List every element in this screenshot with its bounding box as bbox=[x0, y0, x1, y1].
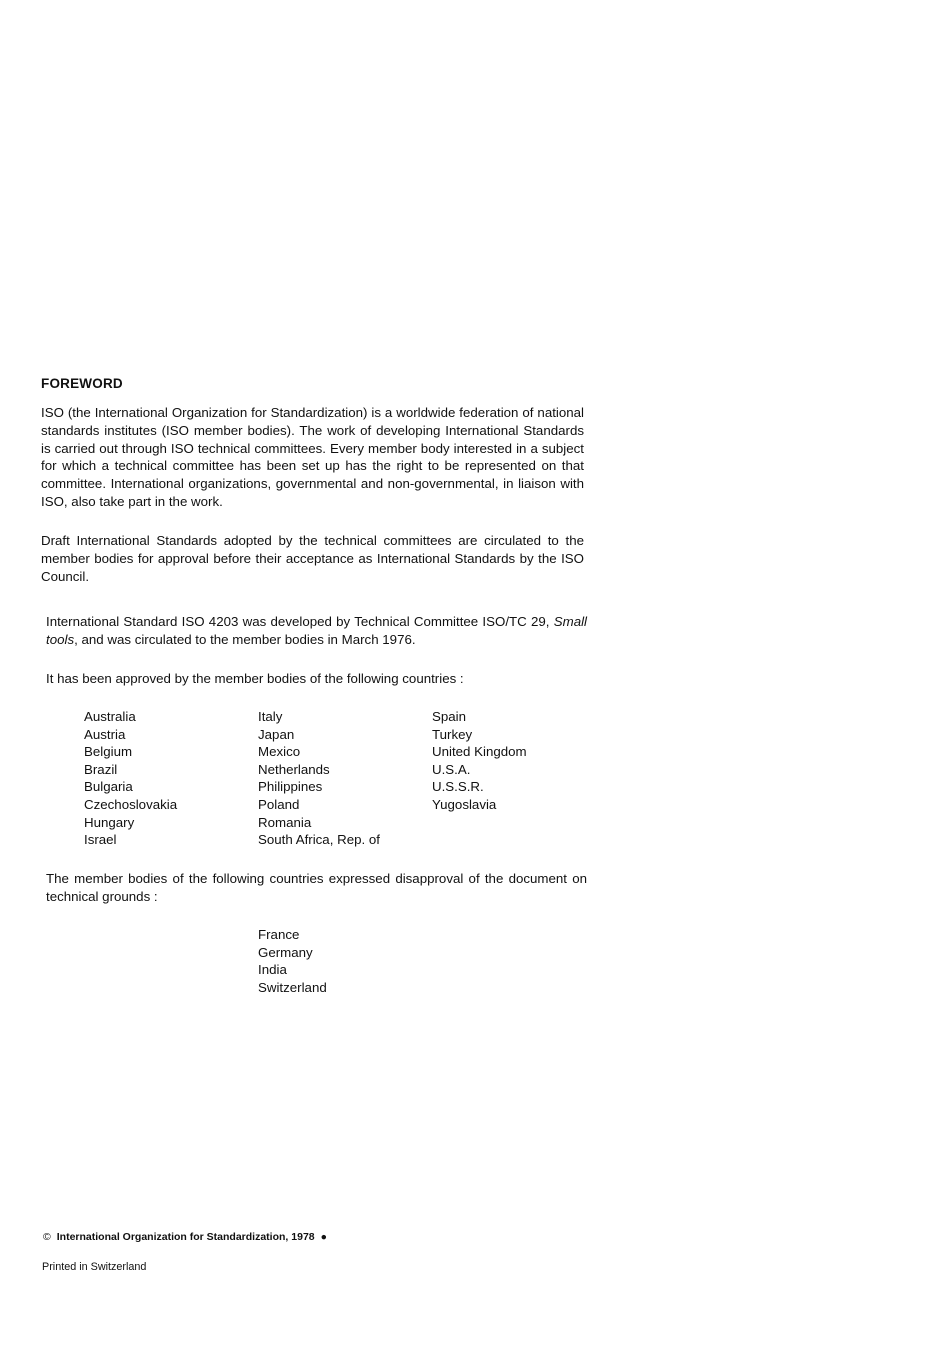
foreword-paragraph-iso: ISO (the International Organization for Standardization) is a worldwide federation of national standards institutes (ISO member bodies). The work of developing International Standards is carried out through ISO technical committees. Every member body interested in a subject for which a technical committee has been set up has the right to be represented on that committee. International organizations, governmental and non-governmental, in liaison with ISO, also take part in the work. bbox=[41, 405, 584, 509]
approved-countries-column-1 bbox=[84, 708, 177, 849]
approved-countries-column-3 bbox=[432, 708, 527, 814]
country-item: Brazil bbox=[84, 761, 118, 777]
copyright-text: International Organization for Standardization, 1978 bbox=[56, 1231, 315, 1243]
country-item: Mexico bbox=[258, 744, 301, 760]
printed-location: Printed in Switzerland bbox=[42, 1261, 147, 1273]
country-item: Bulgaria bbox=[84, 779, 133, 795]
country-item: Japan bbox=[258, 726, 295, 742]
approval-intro: It has been approved by the member bodies of the following countries : bbox=[46, 671, 464, 686]
disapproved-countries bbox=[258, 926, 327, 996]
country-item: Czechoslovakia bbox=[84, 796, 178, 812]
standard-text-before: International Standard ISO 4203 was developed by Technical Committee ISO/TC 29, bbox=[46, 614, 554, 629]
copyright-symbol: © bbox=[43, 1231, 51, 1243]
foreword-paragraph-standard bbox=[46, 613, 587, 649]
country-item: Philippines bbox=[258, 779, 323, 795]
country-item: Hungary bbox=[84, 814, 135, 830]
country-item: Turkey bbox=[432, 726, 473, 742]
copyright-notice bbox=[43, 1231, 327, 1243]
country-item: Romania bbox=[258, 814, 312, 830]
bullet-icon: ● bbox=[320, 1231, 327, 1243]
approved-countries-column-2 bbox=[258, 708, 380, 849]
country-item: Switzerland bbox=[258, 979, 327, 995]
disapproval-intro: The member bodies of the following countries expressed disapproval of the document on technical grounds : bbox=[46, 871, 587, 904]
country-item: Poland bbox=[258, 796, 300, 812]
country-item: Belgium bbox=[84, 744, 133, 760]
country-item: U.S.A. bbox=[432, 761, 471, 777]
country-item: Yugoslavia bbox=[432, 796, 497, 812]
country-item: Australia bbox=[84, 709, 136, 724]
country-item: South Africa, Rep. of bbox=[258, 832, 380, 848]
foreword-heading: FOREWORD bbox=[41, 376, 123, 391]
committee-name: Small tools bbox=[46, 614, 587, 647]
country-item: Spain bbox=[432, 709, 467, 724]
country-item: Netherlands bbox=[258, 761, 330, 777]
standard-text-after: , and was circulated to the member bodies in March 1976. bbox=[74, 631, 416, 647]
country-item: Austria bbox=[84, 726, 126, 742]
country-item: France bbox=[258, 927, 300, 942]
country-item: United Kingdom bbox=[432, 744, 527, 760]
country-item: India bbox=[258, 962, 287, 978]
foreword-paragraph-drafts: Draft International Standards adopted by the technical committees are circulated to the member bodies for approval before their acceptance as International Standards by the ISO Council. bbox=[41, 533, 584, 584]
country-item: Israel bbox=[84, 832, 117, 848]
country-item: Germany bbox=[258, 944, 313, 960]
country-item: Italy bbox=[258, 709, 283, 724]
country-item: U.S.S.R. bbox=[432, 779, 484, 795]
